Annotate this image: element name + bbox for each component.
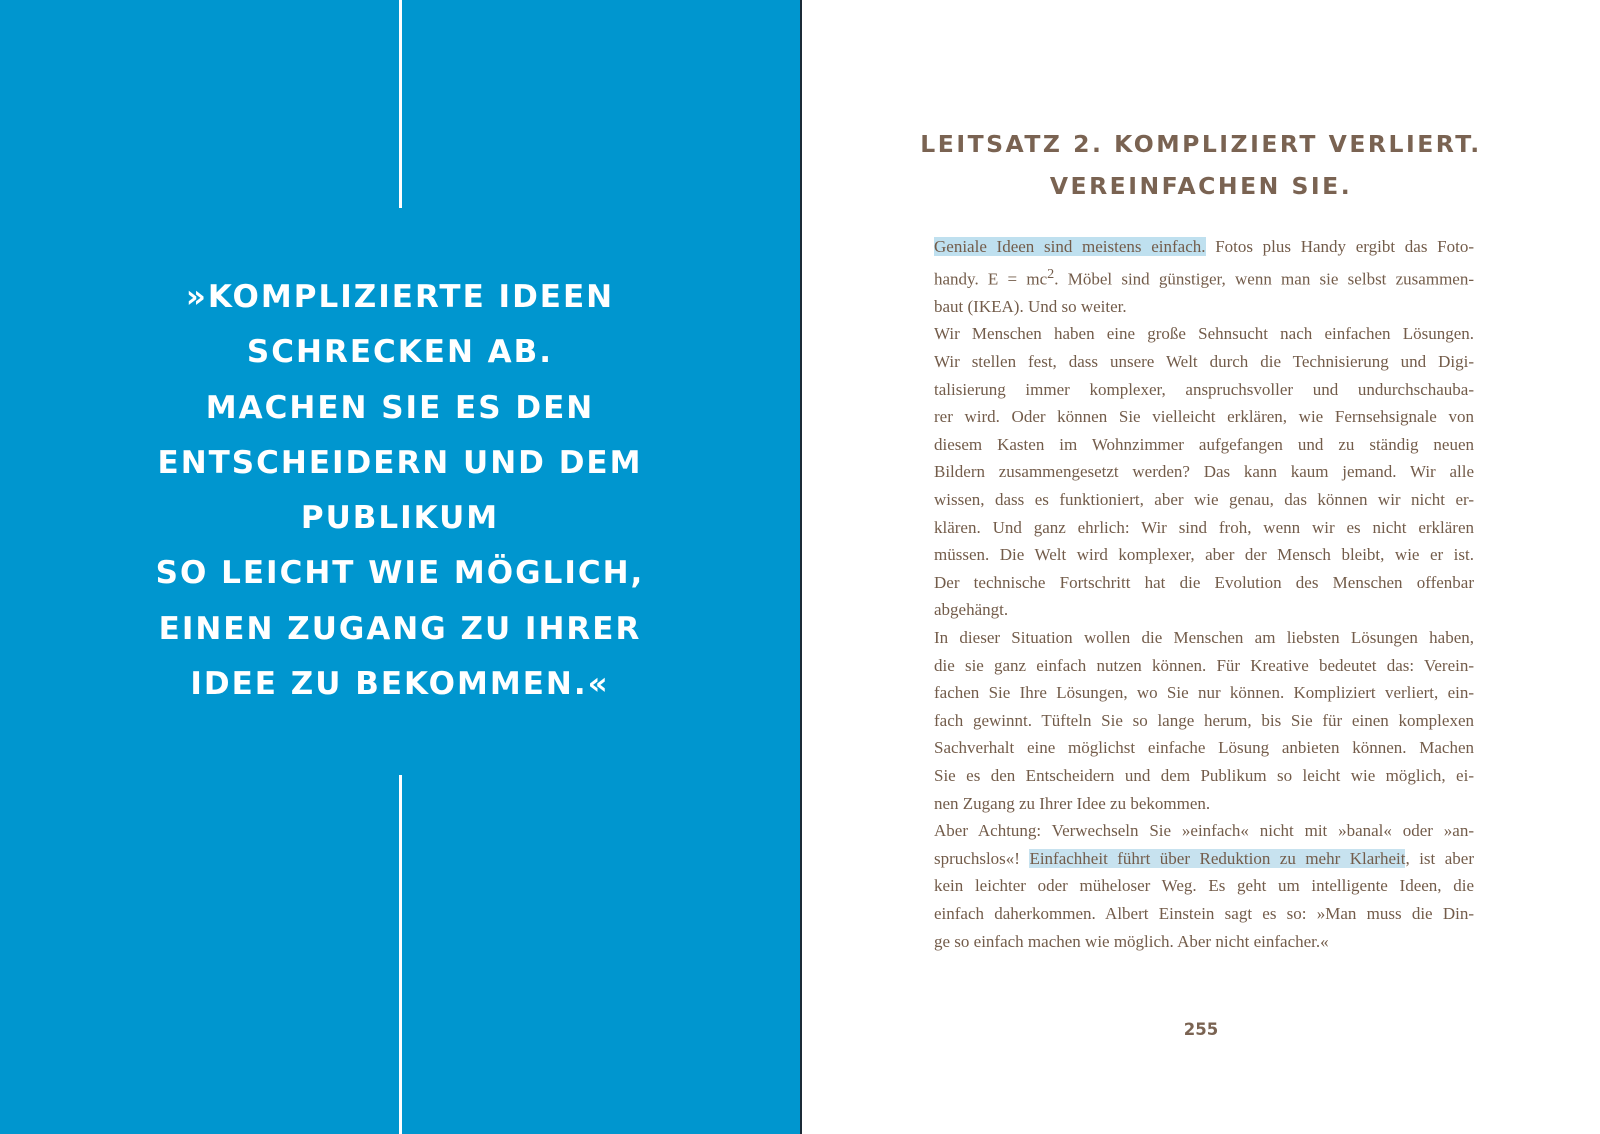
body-line: handy. $E = mc^2$. Möbel sind günstiger, wenn man sie selbst zusammen- bbox=[934, 265, 1475, 289]
body-line: einfach daherkommen. Albert Einstein sagt es so: »Man muss die Din- bbox=[934, 903, 1474, 923]
quote-line: »KOMPLIZIERTE IDEEN bbox=[185, 279, 615, 315]
pull-quote bbox=[100, 270, 700, 712]
body-line: müssen. Die Welt wird komplexer, aber der Mensch bleibt, wie er ist. bbox=[934, 545, 1474, 565]
body-line: Aber Achtung: Verwechseln Sie »einfach« nicht mit »banal« oder »an- bbox=[934, 821, 1474, 841]
body-line: diesem Kasten im Wohnzimmer aufgefangen und zu ständig neuen bbox=[934, 434, 1474, 454]
decorative-line-top bbox=[399, 0, 402, 208]
highlighted-text[interactable]: Einfachheit führt über Reduktion zu mehr Klarheit bbox=[1029, 848, 1406, 868]
quote-line: ENTSCHEIDERN UND DEM bbox=[157, 444, 643, 481]
page-number: 255 bbox=[1183, 1020, 1219, 1039]
right-page-text bbox=[802, 0, 1600, 1134]
body-line: Geniale Ideen sind meistens einfach. Fotos plus Handy ergibt das Foto- bbox=[934, 237, 1474, 256]
body-line: Bildern zusammengesetzt werden? Das kann kaum jemand. Wir alle bbox=[934, 462, 1474, 482]
body-line: ge so einfach machen wie möglich. Aber nicht einfacher.« bbox=[934, 931, 1329, 951]
body-line: Der technische Fortschritt hat die Evolution des Menschen offenbar bbox=[934, 572, 1474, 592]
body-line: wissen, dass es funktioniert, aber wie genau, das können wir nicht er- bbox=[934, 490, 1474, 509]
body-line: klären. Und ganz ehrlich: Wir sind froh, wenn wir es nicht erklären bbox=[934, 517, 1474, 537]
body-line: kein leichter oder müheloser Weg. Es geht um intelligente Ideen, die bbox=[934, 876, 1474, 896]
quote-line: SCHRECKEN AB. bbox=[246, 334, 554, 371]
body-text bbox=[934, 233, 1474, 955]
quote-line: EINEN ZUGANG ZU IHRER bbox=[158, 610, 642, 647]
body-line: fach gewinnt. Tüfteln Sie so lange herum, bis Sie für einen komplexen bbox=[934, 710, 1474, 730]
body-line: baut (IKEA). Und so weiter. bbox=[934, 296, 1127, 316]
quote-line: SO LEICHT WIE MÖGLICH, bbox=[155, 555, 645, 592]
body-line: Sie es den Entscheidern und dem Publikum so leicht wie möglich, ei- bbox=[934, 765, 1474, 785]
body-line: talisierung immer komplexer, anspruchsvoller und undurchschauba- bbox=[934, 379, 1474, 399]
body-line: Wir Menschen haben eine große Sehnsucht nach einfachen Lösungen. bbox=[934, 324, 1474, 344]
quote-line: MACHEN SIE ES DEN bbox=[205, 389, 595, 426]
chapter-title bbox=[802, 123, 1600, 207]
quote-line: IDEE ZU BEKOMMEN.« bbox=[190, 666, 610, 703]
body-line: abgehängt. bbox=[934, 600, 1009, 620]
quote-line: PUBLIKUM bbox=[300, 500, 500, 537]
body-line: rer wird. Oder können Sie vielleicht erklären, wie Fernsehsignale von bbox=[934, 407, 1474, 427]
body-line: spruchslos«! Einfachheit führt über Reduktion zu mehr Klarheit, ist aber bbox=[934, 848, 1474, 868]
body-line: nen Zugang zu Ihrer Idee zu bekommen. bbox=[934, 793, 1211, 813]
body-line: In dieser Situation wollen die Menschen am liebsten Lösungen haben, bbox=[934, 627, 1474, 647]
highlighted-text[interactable]: Geniale Ideen sind meistens einfach. bbox=[934, 237, 1206, 256]
body-line: Wir stellen fest, dass unsere Welt durch die Technisierung und Digi- bbox=[934, 352, 1474, 372]
title-line: LEITSATZ 2. KOMPLIZIERT VERLIERT. bbox=[920, 130, 1482, 158]
title-line: VEREINFACHEN SIE. bbox=[1049, 172, 1353, 200]
superscript: 2 bbox=[1047, 265, 1055, 282]
body-line: fachen Sie Ihre Lösungen, wo Sie nur können. Kompliziert verliert, ein- bbox=[934, 683, 1474, 703]
decorative-line-bottom bbox=[399, 775, 402, 1134]
body-line: die sie ganz einfach nutzen können. Für Kreative bedeutet das: Verein- bbox=[934, 655, 1474, 675]
body-line: Sachverhalt eine möglichst einfache Lösung anbieten können. Machen bbox=[934, 738, 1474, 758]
